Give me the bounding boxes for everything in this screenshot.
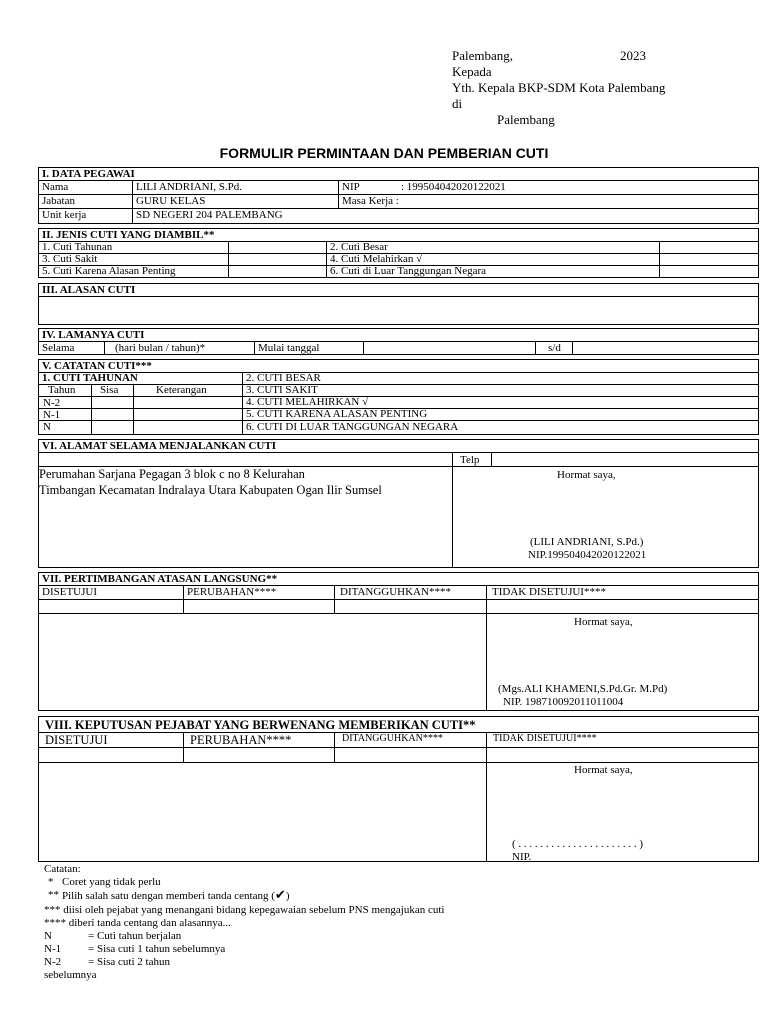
cuti-option-5: 5. Cuti Karena Alasan Penting: [42, 265, 176, 277]
place-city: Palembang,: [452, 48, 514, 63]
note-1: Coret yang tidak perlu: [62, 876, 161, 888]
note-5: = Cuti tahun berjalan: [88, 930, 182, 942]
col-disetujui: DISETUJUI: [42, 586, 97, 598]
note-1-mark: *: [48, 876, 54, 888]
signer-name: (Mgs.ALI KHAMENI,S.Pd.Gr. M.Pd): [498, 683, 668, 695]
col-perubahan: PERUBAHAN****: [190, 733, 292, 747]
catatan-option-6: 6. CUTI DI LUAR TANGGUNGAN NEGARA: [246, 421, 459, 433]
section-title: VII. PERTIMBANGAN ATASAN LANGSUNG**: [42, 573, 278, 585]
col-tidak-disetujui: TIDAK DISETUJUI****: [492, 586, 606, 598]
check-icon: ✔: [274, 888, 286, 903]
jabatan-value: GURU KELAS: [136, 195, 206, 207]
signer-nip: NIP.199504042020122021: [528, 549, 647, 561]
selama-label: Selama: [42, 342, 75, 354]
address-line-1: Perumahan Sarjana Pegagan 3 blok c no 8 Kelurahan: [39, 467, 305, 481]
nama-value: LILI ANDRIANI, S.Pd.: [136, 181, 243, 193]
section-jenis-cuti: [38, 228, 759, 278]
address-line-2: Timbangan Kecamatan Indralaya Utara Kabupaten Ogan Ilir Sumsel: [39, 483, 382, 497]
section-lamanya-cuti: [38, 328, 759, 355]
section-catatan-cuti: [38, 359, 759, 435]
cuti-tahunan-sub: 1. CUTI TAHUNAN: [42, 372, 138, 384]
row-n1: N-1: [43, 409, 61, 421]
section-title: I. DATA PEGAWAI: [42, 168, 135, 180]
catatan-option-5: 5. CUTI KARENA ALASAN PENTING: [246, 408, 428, 420]
col-sisa: Sisa: [100, 384, 119, 396]
unit-label: Unit kerja: [42, 209, 87, 221]
catatan-option-4: 4. CUTI MELAHIRKAN √: [246, 396, 369, 408]
mulai-label: Mulai tanggal: [258, 342, 320, 354]
signer-name: (LILI ANDRIANI, S.Pd.): [530, 536, 644, 548]
cuti-option-4: 4. Cuti Melahirkan √: [330, 253, 423, 265]
catatan-option-2: 2. CUTI BESAR: [246, 372, 321, 384]
notes: [44, 863, 524, 982]
section-data-pegawai: [38, 167, 759, 224]
sd-label: s/d: [548, 342, 561, 354]
col-keterangan: Keterangan: [156, 384, 207, 396]
section-title: II. JENIS CUTI YANG DIAMBIL**: [42, 229, 215, 241]
form-title: FORMULIR PERMINTAAN DAN PEMBERIAN CUTI: [219, 145, 549, 161]
cuti-option-3: 3. Cuti Sakit: [42, 253, 98, 265]
nip-label: NIP: [342, 181, 360, 193]
note-2-end: ): [285, 890, 290, 902]
addressee: Yth. Kepala BKP-SDM Kota Palembang: [452, 80, 666, 95]
cuti-option-1: 1. Cuti Tahunan: [42, 241, 113, 253]
letter-city: Palembang: [497, 112, 555, 127]
col-ditangguhkan: DITANGGUHKAN****: [342, 733, 443, 744]
note-4: **** diberi tanda centang dan alasannya...: [44, 917, 231, 929]
jabatan-label: Jabatan: [42, 195, 75, 207]
note-5-key: N: [44, 930, 52, 942]
cuti-option-6: 6. Cuti di Luar Tanggungan Negara: [330, 265, 487, 277]
col-ditangguhkan: DITANGGUHKAN****: [340, 586, 451, 598]
telp-label: Telp: [460, 454, 480, 466]
nip-value: : 199504042020122021: [401, 181, 506, 193]
col-disetujui: DISETUJUI: [45, 733, 108, 747]
letter-di: di: [452, 96, 463, 111]
col-perubahan: PERUBAHAN****: [187, 586, 277, 598]
section-pertimbangan-atasan: [38, 572, 759, 711]
section-title: VI. ALAMAT SELAMA MENJALANKAN CUTI: [42, 440, 276, 452]
note-7: = Sisa cuti 2 tahun: [88, 956, 170, 968]
letter-to: Kepada: [452, 64, 492, 79]
catatan-option-3: 3. CUTI SAKIT: [246, 384, 318, 396]
unit-value: SD NEGERI 204 PALEMBANG: [136, 209, 283, 221]
note-7-cont: sebelumnya: [44, 969, 97, 981]
note-3: *** diisi oleh pejabat yang menangani bidang kepegawaian sebelum PNS mengajukan cuti: [44, 904, 445, 916]
section-title: IV. LAMANYA CUTI: [42, 329, 145, 341]
hormat-saya: Hormat saya,: [574, 764, 633, 776]
cuti-option-2: 2. Cuti Besar: [330, 241, 388, 253]
row-n: N: [43, 421, 51, 433]
col-tahun: Tahun: [48, 384, 76, 396]
notes-title: Catatan:: [44, 863, 81, 875]
note-2: Pilih salah satu dengan memberi tanda centang (: [62, 890, 275, 902]
section-alasan-cuti: [38, 283, 759, 325]
signer-nip: NIP. 198710092011011004: [503, 696, 624, 708]
section-title: V. CATATAN CUTI***: [42, 360, 152, 372]
letter-year: 2023: [620, 48, 646, 63]
note-2-mark: **: [48, 889, 59, 901]
section-title: VIII. KEPUTUSAN PEJABAT YANG BERWENANG MEMBERIKAN CUTI**: [45, 718, 476, 732]
note-6: = Sisa cuti 1 tahun sebelumnya: [88, 943, 226, 955]
note-7-key: N-2: [44, 956, 62, 968]
section-keputusan-pejabat: [38, 716, 759, 862]
section-alamat-cuti: [38, 439, 759, 568]
masa-kerja-label: Masa Kerja :: [342, 195, 399, 207]
hormat-saya: Hormat saya,: [574, 616, 633, 628]
signer-nip: NIP.: [512, 851, 532, 863]
col-tidak-disetujui: TIDAK DISETUJUI****: [493, 733, 597, 744]
letter-header: [452, 48, 712, 128]
row-n2: N-2: [43, 397, 61, 409]
nama-label: Nama: [42, 181, 69, 193]
hormat-saya: Hormat saya,: [557, 469, 616, 481]
section-title: III. ALASAN CUTI: [42, 284, 136, 296]
signer-placeholder: ( . . . . . . . . . . . . . . . . . . . . . . ): [512, 838, 644, 850]
note-6-key: N-1: [44, 943, 62, 955]
unit-hint: (hari bulan / tahun)*: [115, 342, 206, 354]
